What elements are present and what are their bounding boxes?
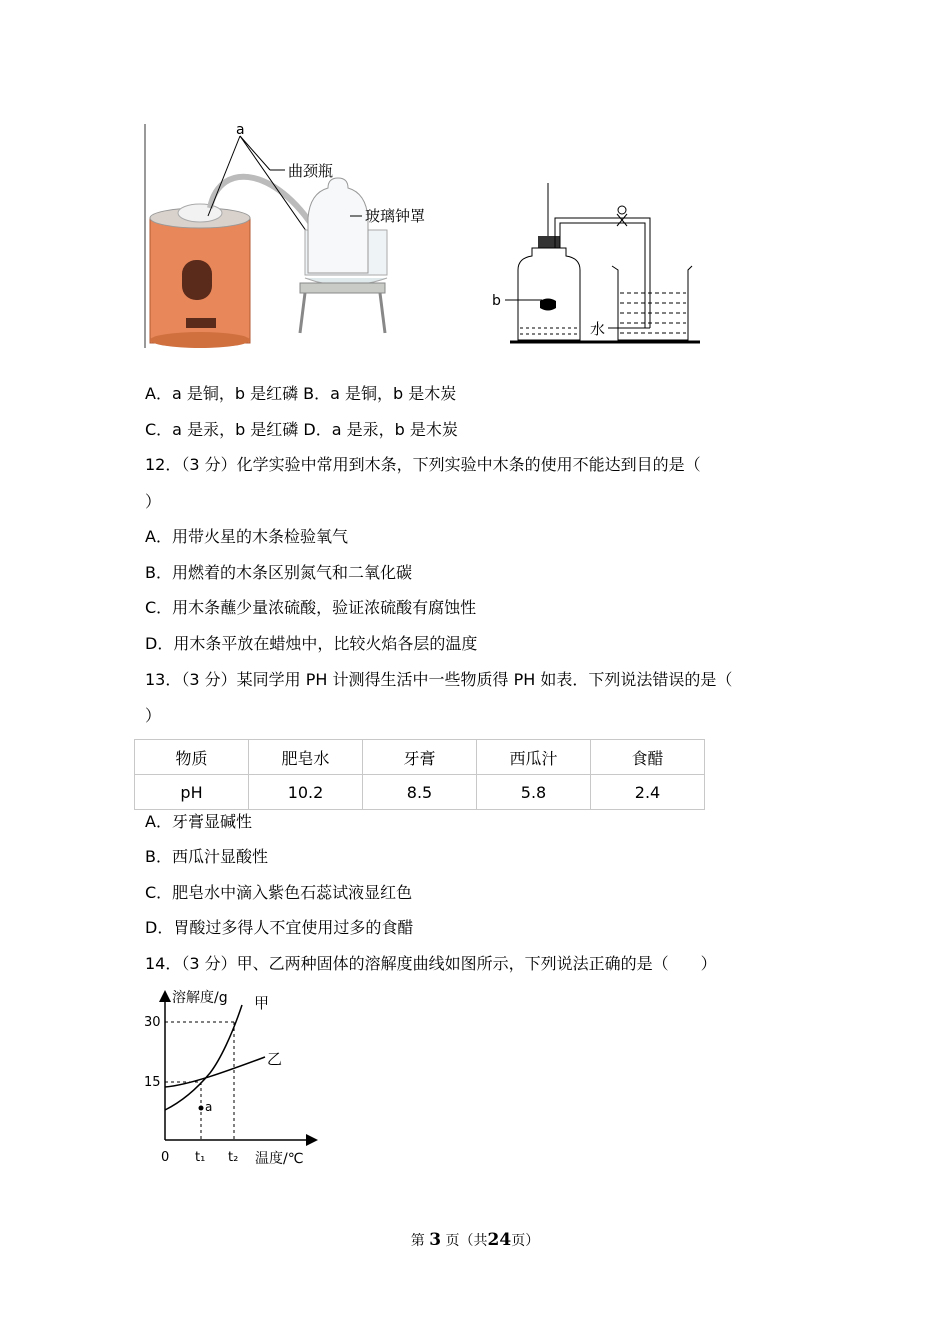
x-tick-t1: t₁ (195, 1150, 206, 1165)
x-axis-label: 温度/℃ (255, 1151, 304, 1167)
q12-option-c: C．用木条蘸少量浓硫酸，验证浓硫酸有腐蚀性 (145, 598, 477, 617)
q13-stem: 13．（3 分）某同学用 PH 计测得生活中一些物质得 PH 如表．下列说法错误的是（ (145, 670, 733, 689)
label-b: b (492, 293, 501, 309)
q12-stem: 12．（3 分）化学实验中常用到木条，下列实验中木条的使用不能达到目的是（ (145, 455, 701, 474)
table-row (135, 775, 705, 810)
q13-stem-end: ） (145, 706, 162, 725)
page-footer (0, 1230, 950, 1250)
table-row (135, 740, 705, 775)
point-a-label: a (205, 1100, 213, 1114)
label-flask: 曲颈瓶 (288, 162, 334, 180)
table-cell: 5.8 (477, 775, 591, 810)
q13-option-c: C．肥皂水中滴入紫色石蕊试液显红色 (145, 883, 413, 902)
q14-stem: 14．（3 分）甲、乙两种固体的溶解度曲线如图所示，下列说法正确的是（ ） (145, 954, 717, 973)
table-header-cell: 西瓜汁 (477, 740, 591, 775)
table-header-cell: 食醋 (591, 740, 705, 775)
curve-jia-label: 甲 (254, 994, 270, 1012)
table-cell: 8.5 (363, 775, 477, 810)
gas-bottle-apparatus (510, 183, 700, 342)
q12-option-b: B．用燃着的木条区别氮气和二氧化碳 (145, 563, 412, 582)
table-header-cell: 物质 (135, 740, 249, 775)
point-a (199, 1106, 204, 1111)
table-header-cell: 肥皂水 (249, 740, 363, 775)
x-tick-t2: t₂ (228, 1150, 239, 1165)
q11-options-line1: A．a 是铜，b 是红磷 B．a 是铜，b 是木炭 (145, 384, 457, 403)
curve-jia (165, 1005, 242, 1110)
y-axis-label: 溶解度/g (172, 990, 228, 1006)
curve-yi-label: 乙 (267, 1050, 283, 1068)
experiment-figures (140, 118, 720, 358)
footer-post: 页） (511, 1233, 540, 1249)
origin-label: 0 (161, 1150, 170, 1165)
q13-option-a: A．牙膏显碱性 (145, 812, 252, 831)
footer-total-pages: 24 (487, 1230, 512, 1250)
table-cell: 2.4 (591, 775, 705, 810)
q13-option-d: D．胃酸过多得人不宜使用过多的食醋 (145, 918, 414, 937)
label-bell-jar: 玻璃钟罩 (365, 207, 426, 225)
label-a: a (236, 122, 245, 138)
q11-options-line2: C．a 是汞，b 是红磷 D．a 是汞，b 是木炭 (145, 420, 458, 439)
footer-mid: 页（共 (445, 1233, 488, 1249)
y-tick-30: 30 (144, 1015, 161, 1030)
q12-option-a: A．用带火星的木条检验氧气 (145, 527, 348, 546)
bell-jar-illustration (300, 178, 387, 333)
table-header-cell: 牙膏 (363, 740, 477, 775)
table-cell: pH (135, 775, 249, 810)
label-water: 水 (590, 320, 606, 338)
footer-pre: 第 (410, 1233, 425, 1249)
table-cell: 10.2 (249, 775, 363, 810)
q13-option-b: B．西瓜汁显酸性 (145, 847, 268, 866)
footer-page-number: 3 (429, 1230, 442, 1250)
q12-option-d: D．用木条平放在蜡烛中，比较火焰各层的温度 (145, 634, 478, 653)
y-tick-15: 15 (144, 1075, 161, 1090)
ph-table (134, 739, 705, 810)
furnace-illustration (150, 204, 250, 348)
solubility-graph (140, 985, 340, 1175)
q12-stem-end: ） (145, 492, 162, 511)
